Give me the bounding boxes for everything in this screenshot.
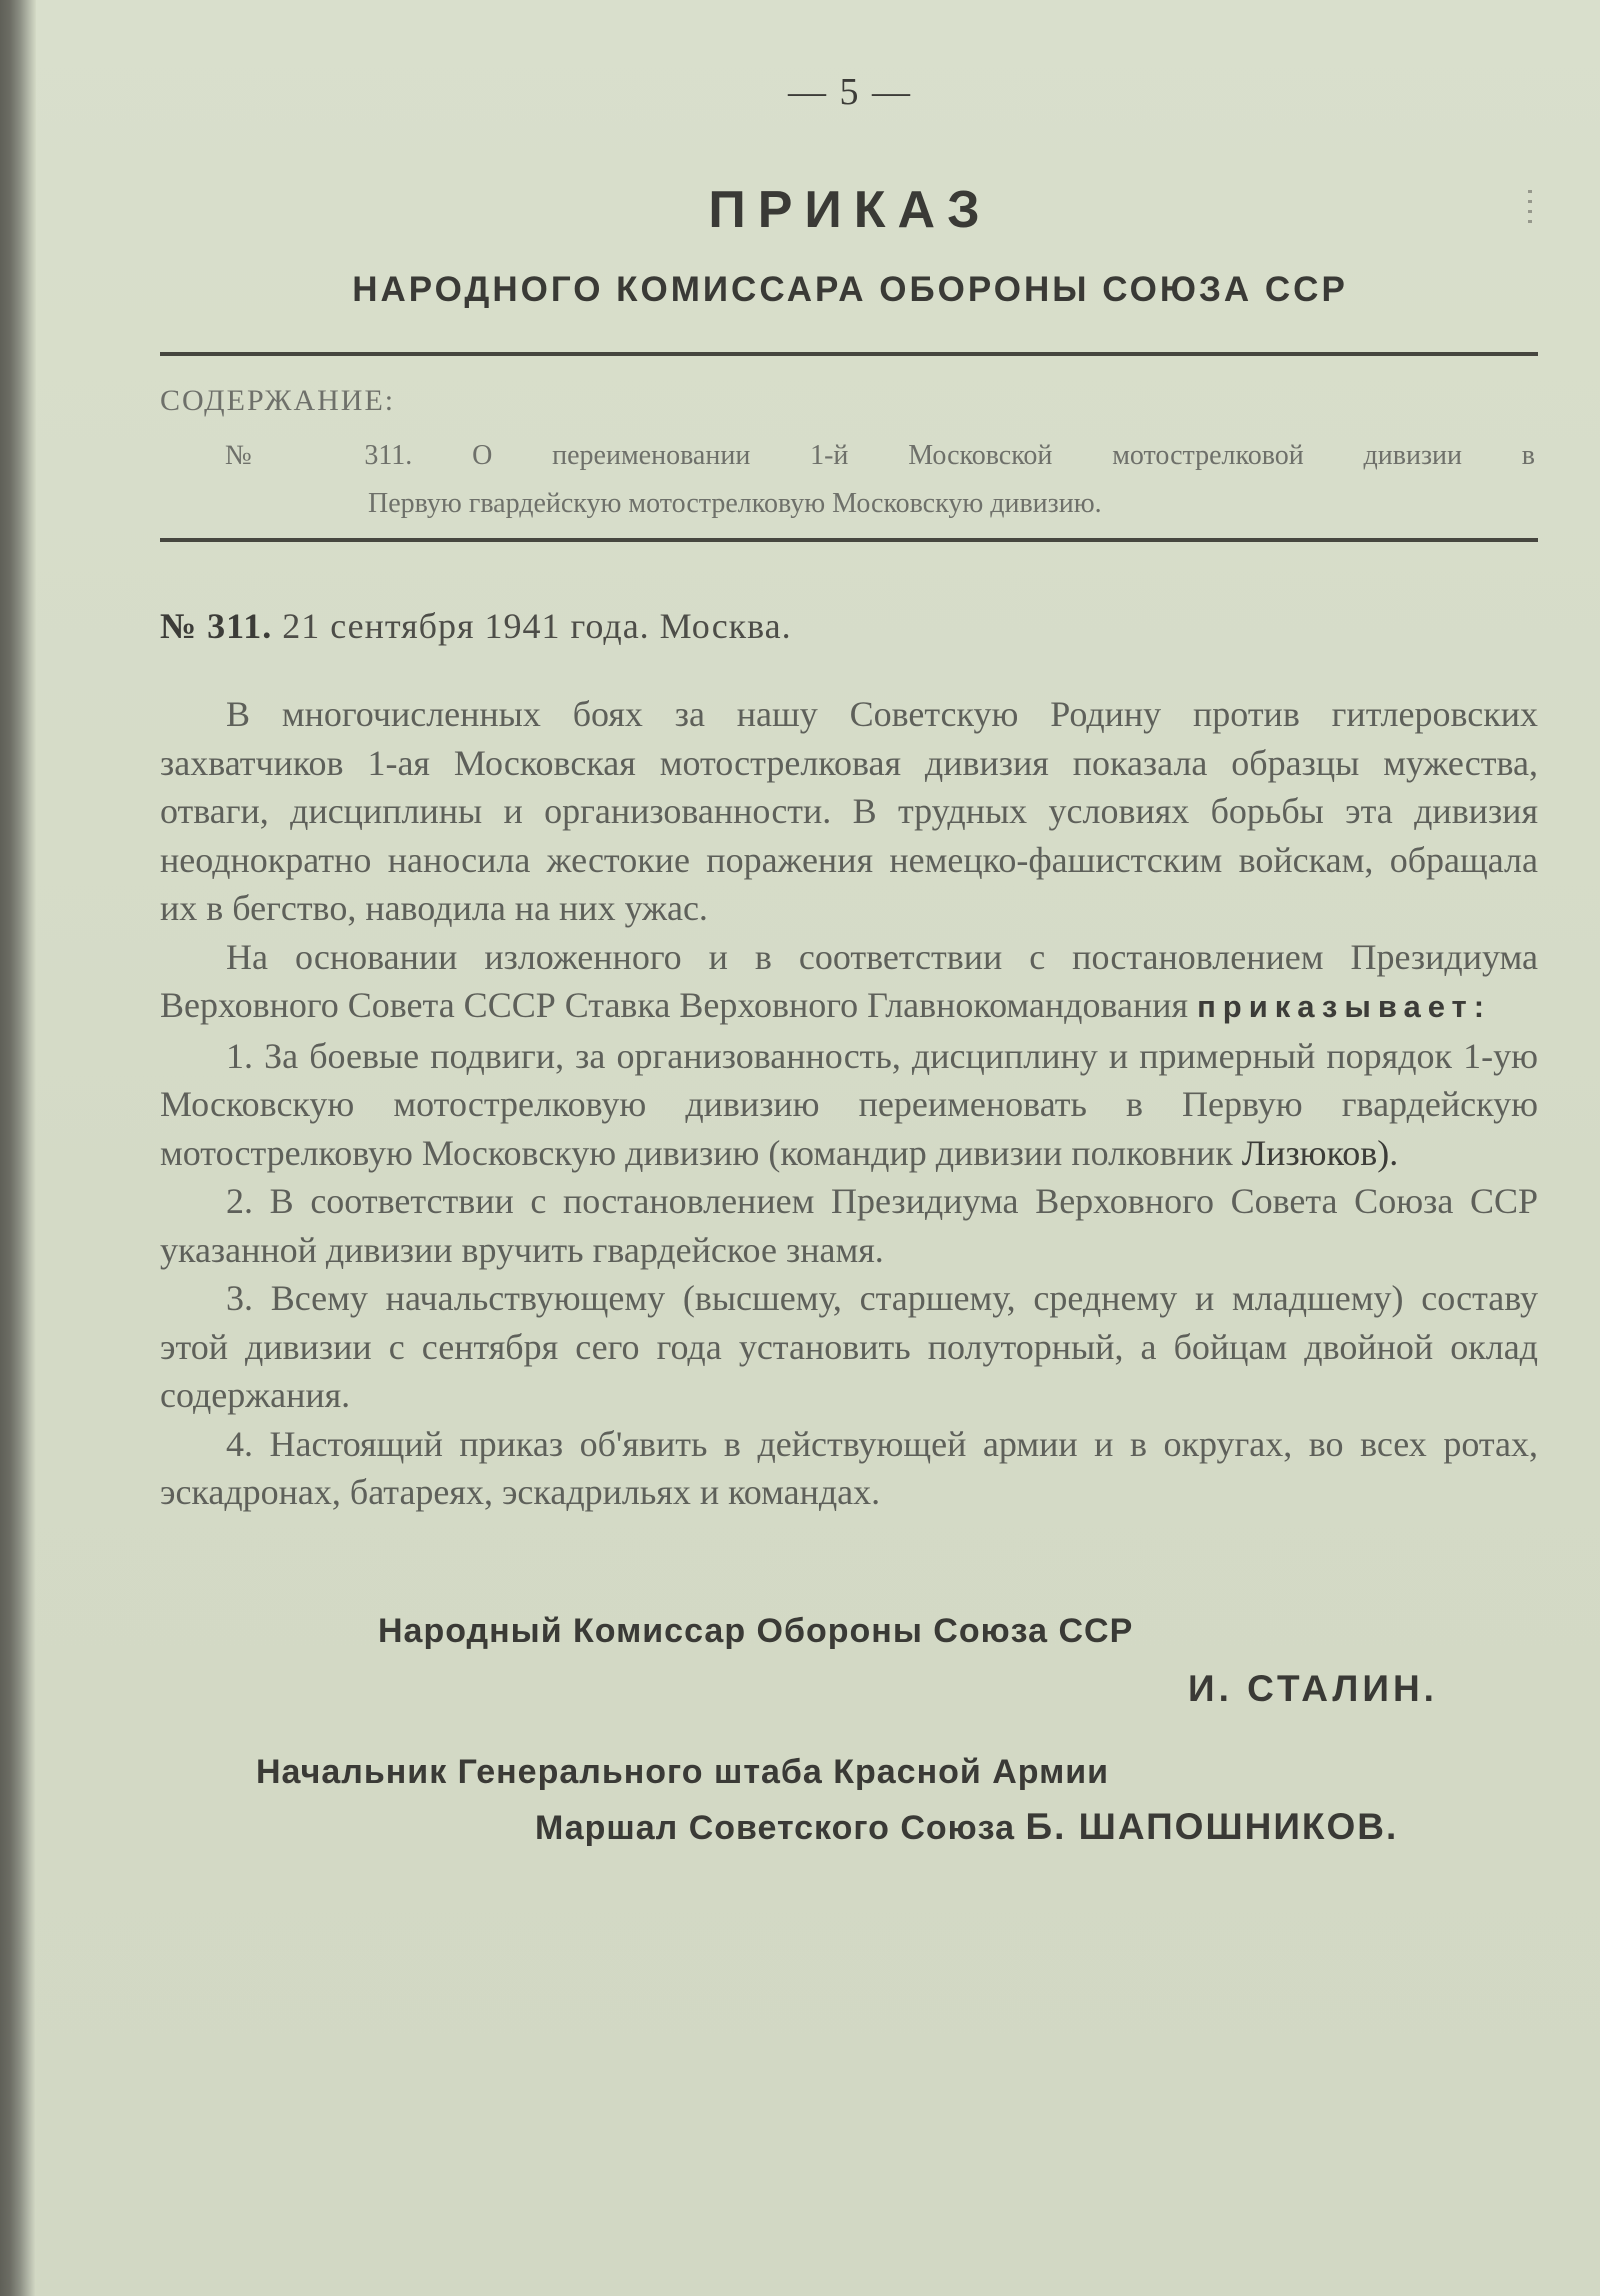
signature-2-title: Начальник Генерального штаба Красной Армии <box>256 1753 1110 1791</box>
paragraph-item-3: 3. Всему начальствующему (высшему, старшему, среднему и младшему) составу этой дивизии с сентября сего года установить полуторный, а бойцам двойной оклад содержания. <box>160 1278 1538 1415</box>
top-rule <box>160 352 1538 356</box>
signature-2-rank: Маршал Советского Союза <box>535 1809 1016 1847</box>
toc-heading: СОДЕРЖАНИЕ: <box>160 384 396 417</box>
order-date-place: 21 сентября 1941 года. Москва. <box>282 606 792 646</box>
toc-entry-line2: Первую гвардейскую мотострелковую Московскую дивизию. <box>368 488 1102 519</box>
signature-1-name: И. СТАЛИН. <box>1188 1668 1438 1709</box>
paragraph-item-4: 4. Настоящий приказ об'явить в действующей армии и в округах, во всех ротах, эскадронах, батареях, эскадрильях и командах. <box>160 1423 1538 1512</box>
signature-2-line <box>535 1806 1398 1848</box>
toc-entry-line1: № 311. О переименовании 1-й Московской мотострелковой дивизии в <box>225 440 1535 471</box>
paragraph-resolution <box>160 933 1538 1032</box>
order-header <box>160 605 792 647</box>
binding-edge <box>0 0 36 2296</box>
order-body <box>160 690 1538 1517</box>
resolution-text: На основании изложенного и в соответствии с постановлением Президиума Верховного Совета СССР Ставка Верховного Главнокомандования <box>160 936 1538 1025</box>
order-number: № 311. <box>160 606 273 646</box>
bleed-through-shadow <box>360 1900 1460 2200</box>
document-subtitle: НАРОДНОГО КОМИССАРА ОБОРОНЫ СОЮЗА ССР <box>352 270 1348 309</box>
paragraph-item-2: 2. В соответствии с постановлением Президиума Верховного Совета Союза ССР указанной дивизии вручить гвардейское знамя. <box>160 1181 1538 1270</box>
commander-name: Лизюков). <box>1241 1132 1399 1173</box>
signature-1-title: Народный Комиссар Обороны Союза ССР <box>378 1612 1134 1650</box>
document-title: ПРИКАЗ <box>708 181 992 239</box>
signature-2-name: Б. ШАПОШНИКОВ. <box>1025 1806 1399 1847</box>
bottom-rule <box>160 538 1538 542</box>
page-number: — 5 — <box>788 71 912 113</box>
paragraph-item-1 <box>160 1032 1538 1178</box>
item-1-text: 1. За боевые подвиги, за организованность, дисциплину и примерный порядок 1-ую Московскую мотострелковую дивизию переименовать в Первую гвардейскую мотострелковую Московскую дивизию (командир дивизии полковник <box>160 1035 1538 1173</box>
paragraph-preamble: В многочисленных боях за нашу Советскую Родину против гитлеровских захватчиков 1-ая Московская мотострелковая дивизия показала образцы мужества, отваги, дисциплины и организованности. В трудных условиях борьбы эта дивизия неоднократно наносила жестокие поражения немецко-фашистским войскам, обращала их в бегство, наводила на них ужас. <box>160 694 1538 928</box>
resolution-verb: приказывает: <box>1197 989 1492 1024</box>
